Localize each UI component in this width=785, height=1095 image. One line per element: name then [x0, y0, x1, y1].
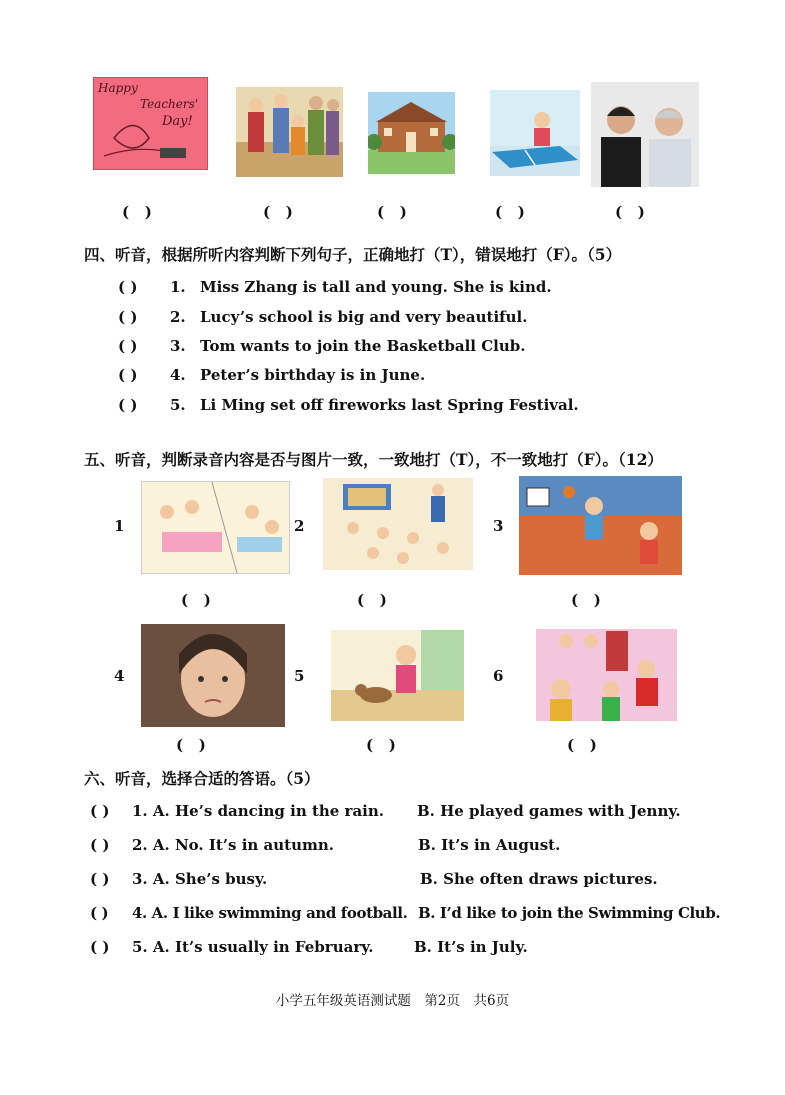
picture-number-1: 1: [114, 517, 125, 535]
option-a: 3. A. She’s busy.: [132, 870, 268, 888]
top-answer-paren-4[interactable]: ( ): [495, 203, 525, 221]
option-a: 2. A. No. It’s in autumn.: [132, 836, 334, 854]
item-text: Lucy’s school is big and very beautiful.: [200, 308, 528, 326]
section-5-paren-3[interactable]: ( ): [571, 591, 601, 609]
item-text: Li Ming set off fireworks last Spring Festival.: [200, 396, 579, 414]
family-picture: [236, 87, 343, 177]
spring-festival-picture: [536, 629, 677, 721]
answer-paren[interactable]: ( ): [90, 938, 110, 956]
section-5-paren-2[interactable]: ( ): [357, 591, 387, 609]
option-a: 1. A. He’s dancing in the rain.: [132, 802, 385, 820]
section-6-item-5: [90, 938, 528, 956]
card-text-teachers: Teachers': [140, 97, 199, 111]
section-4-item-4: [118, 366, 425, 384]
section-5-paren-5[interactable]: ( ): [366, 736, 396, 754]
item-text: Peter’s birthday is in June.: [200, 366, 426, 384]
answer-paren[interactable]: ( ): [90, 836, 110, 854]
answer-paren[interactable]: ( ): [90, 870, 110, 888]
section-6-item-2: [90, 836, 560, 854]
school-building-picture: [368, 92, 455, 174]
option-b: B. He played games with Jenny.: [417, 802, 681, 820]
option-a: 5. A. It’s usually in February.: [132, 938, 374, 956]
section-4-item-2: [118, 308, 527, 326]
answer-paren[interactable]: ( ): [90, 802, 110, 820]
sad-girl-photo: [141, 624, 285, 727]
item-number: 4.: [170, 366, 186, 384]
picture-number-3: 3: [493, 517, 504, 535]
picture-number-5: 5: [294, 667, 305, 685]
item-number: 5.: [170, 396, 186, 414]
section-4-heading: 四、听音，根据所听内容判断下列句子，正确地打（T），错误地打（F）。（5）: [84, 245, 622, 264]
top-answer-paren-3[interactable]: ( ): [377, 203, 407, 221]
picture-number-2: 2: [294, 517, 305, 535]
party-picture: [141, 481, 290, 574]
item-text: Miss Zhang is tall and young. She is kind.: [200, 278, 552, 296]
option-b: B. She often draws pictures.: [420, 870, 658, 888]
section-4-item-3: [118, 337, 525, 355]
classroom-picture: [323, 478, 473, 570]
top-answer-paren-5[interactable]: ( ): [615, 203, 645, 221]
answer-paren[interactable]: ( ): [118, 366, 138, 384]
item-number: 2.: [170, 308, 186, 326]
section-5-paren-1[interactable]: ( ): [181, 591, 211, 609]
section-6-heading: 六、听音，选择合适的答语。（5）: [84, 769, 320, 788]
picture-number-4: 4: [114, 667, 125, 685]
girl-and-dog-picture: [331, 630, 464, 721]
answer-paren[interactable]: ( ): [90, 904, 109, 922]
option-b: B. It’s in July.: [414, 938, 528, 956]
card-text-happy: Happy: [98, 81, 138, 95]
answer-paren[interactable]: ( ): [118, 308, 138, 326]
section-5-paren-6[interactable]: ( ): [567, 736, 597, 754]
section-6-item-1: [90, 802, 681, 820]
ping-pong-picture: [490, 90, 580, 176]
two-men-photo: [591, 82, 699, 187]
top-answer-paren-2[interactable]: ( ): [263, 203, 293, 221]
answer-paren[interactable]: ( ): [118, 396, 138, 414]
section-5-paren-4[interactable]: ( ): [176, 736, 206, 754]
section-5-heading: 五、听音，判断录音内容是否与图片一致，一致地打（T），不一致地打（F）。（12）: [84, 450, 663, 469]
section-4-item-1: [118, 278, 552, 296]
card-text-day: Day!: [162, 114, 193, 129]
item-number: 3.: [170, 337, 186, 355]
basketball-picture: [519, 476, 682, 575]
section-6-item-4: [90, 904, 720, 922]
option-b: B. It’s in August.: [418, 836, 561, 854]
section-6-item-3: [90, 870, 658, 888]
page-footer: 小学五年级英语测试题 第2页 共6页: [275, 993, 510, 1009]
teachers-day-card-picture: [93, 77, 208, 170]
section-4-item-5: [118, 396, 579, 414]
option-a: 4. A. I like swimming and football.: [132, 904, 408, 922]
picture-number-6: 6: [493, 667, 504, 685]
top-answer-paren-1[interactable]: ( ): [122, 203, 152, 221]
answer-paren[interactable]: ( ): [118, 278, 138, 296]
item-number: 1.: [170, 278, 186, 296]
item-text: Tom wants to join the Basketball Club.: [200, 337, 526, 355]
option-b: B. I’d like to join the Swimming Club.: [418, 904, 721, 922]
answer-paren[interactable]: ( ): [118, 337, 138, 355]
